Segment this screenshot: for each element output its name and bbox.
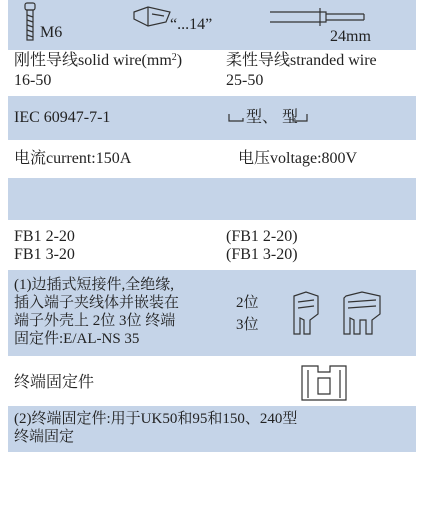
strip-length: 24mm	[330, 28, 371, 45]
note1-band	[8, 270, 416, 356]
type-mark-icon-1	[228, 113, 244, 123]
note2-line-2: 终端固定	[14, 429, 75, 445]
standard-label: IEC 60947-7-1	[14, 109, 111, 126]
stranded-range: 25-50	[226, 72, 264, 89]
wire-row	[8, 50, 416, 94]
header-band	[8, 0, 416, 50]
jumper-row	[8, 226, 416, 266]
jumper-right-1: (FB1 2-20)	[226, 228, 298, 245]
note1-line-4: 固定件:E/AL-NS 35	[14, 331, 140, 347]
note2-band	[8, 406, 416, 452]
jumper-left-1: FB1 2-20	[14, 228, 75, 245]
rating-row	[8, 140, 416, 174]
end-clamp-icon	[298, 362, 350, 402]
voltage-rating: 电压voltage:800V	[238, 150, 358, 167]
note1-line-3: 端子外壳上 2位 3位 终端	[14, 313, 176, 329]
screw-icon	[20, 2, 40, 44]
solid-wire-label: 刚性导线solid $wire(mm^2)$	[14, 52, 183, 69]
jumper-left-2: FB1 3-20	[14, 246, 75, 263]
type-marks: 型、 型	[246, 109, 299, 126]
end-clamp-row	[8, 360, 416, 406]
torque-label: “...14”	[170, 16, 213, 33]
empty-band	[8, 178, 416, 220]
note1-line-2: 插入端子夹线体并嵌装在	[14, 295, 180, 311]
jumper-2pos-icon	[288, 290, 332, 340]
wire-strip-icon	[268, 6, 368, 30]
end-clamp-label: 终端固定件	[14, 374, 95, 391]
jumper-3pos-icon	[340, 290, 390, 340]
current-rating: 电流current:150A	[14, 150, 132, 167]
solid-range: 16-50	[14, 72, 52, 89]
solid-wire-sup: 2	[171, 52, 177, 63]
note1-line-1: (1)边插式短接件,全绝缘,	[14, 277, 174, 293]
type-mark-icon-2	[292, 113, 308, 123]
screw-size: M6	[40, 24, 63, 41]
stranded-wire-label: 柔性导线stranded wire	[226, 52, 377, 69]
note2-line-1: (2)终端固定件:用于UK50和95和150、240型	[14, 411, 298, 427]
jumper-right-2: (FB1 3-20)	[226, 246, 298, 263]
standard-band	[8, 96, 416, 140]
pos-2: 2位	[236, 295, 259, 311]
pos-3: 3位	[236, 317, 259, 333]
